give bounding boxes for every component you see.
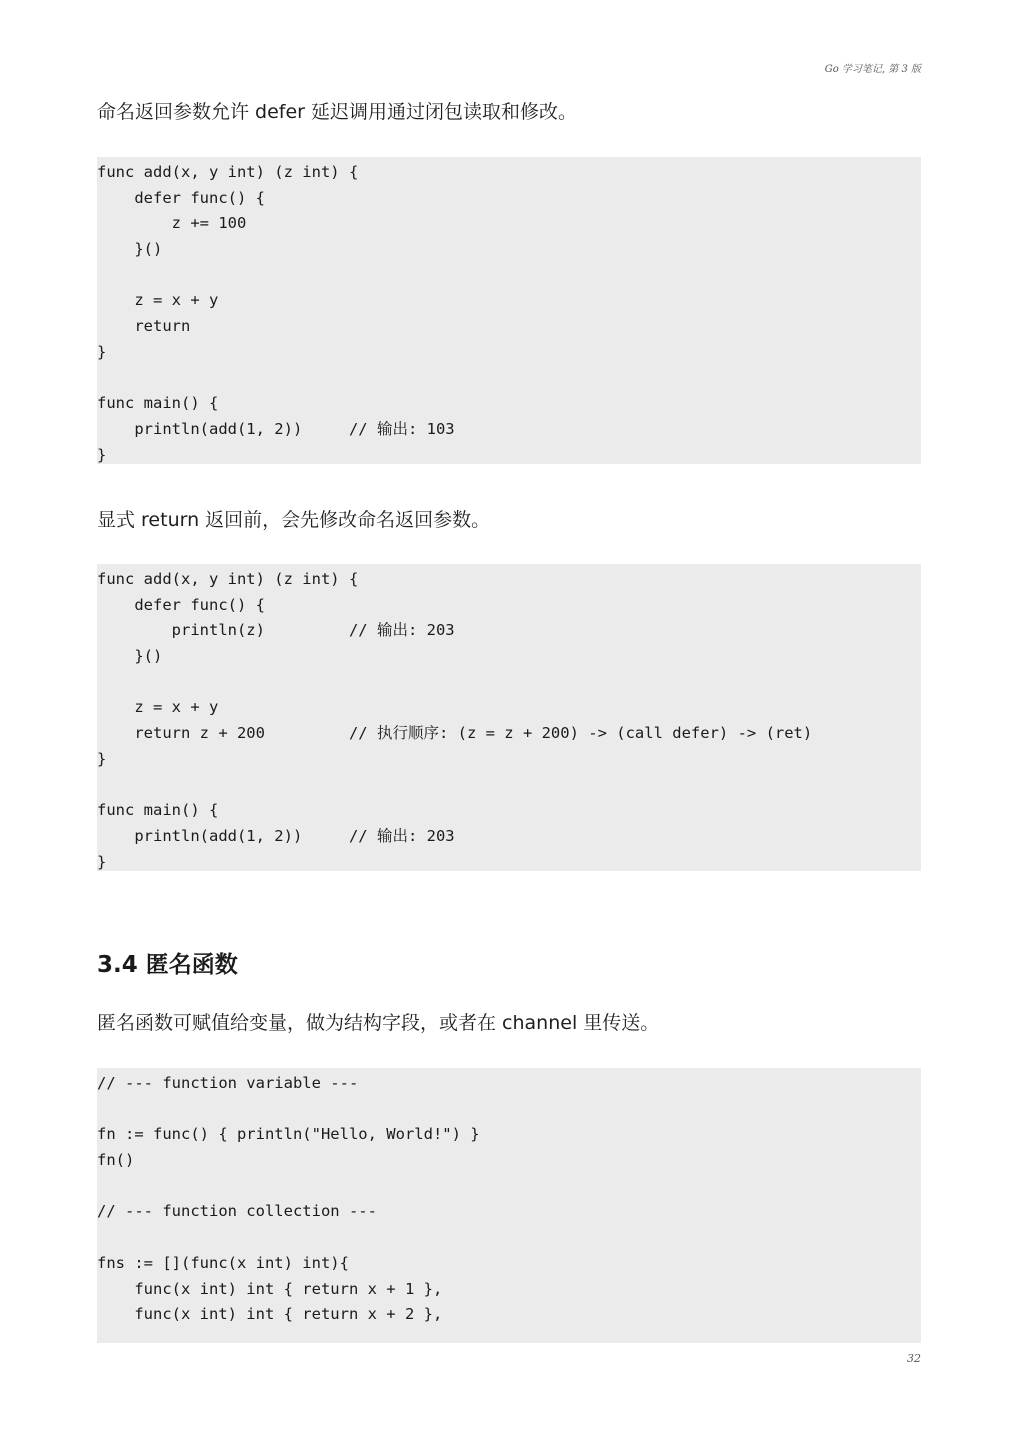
code-block-defer-modify — [97, 157, 921, 464]
code-line — [97, 773, 921, 799]
code-line: fns := [](func(x int) int){ — [97, 1253, 349, 1272]
code-line: defer func() { — [97, 188, 265, 207]
code-block-anonymous-functions — [97, 1068, 921, 1343]
code-line: fn := func() { println("Hello, World!") } — [97, 1125, 480, 1144]
code-line: }() — [97, 647, 163, 666]
code-line: } — [97, 445, 107, 464]
code-line: z = x + y — [97, 698, 219, 717]
code-line: // --- function variable --- — [97, 1074, 359, 1092]
code-line — [97, 366, 921, 392]
code-line — [97, 1225, 921, 1251]
code-line: println(z) // 输出: 203 — [97, 621, 455, 640]
code-line: func add(x, y int) (z int) { — [97, 570, 359, 588]
code-line: z = x + y — [97, 291, 219, 310]
code-line: func main() { — [97, 394, 219, 413]
code-line: println(add(1, 2)) // 输出: 103 — [97, 419, 455, 438]
code-line: } — [97, 342, 107, 361]
code-line: z += 100 — [97, 214, 247, 233]
code-line: println(add(1, 2)) // 输出: 203 — [97, 826, 455, 845]
code-line: func(x int) int { return x + 2 }, — [97, 1305, 443, 1324]
code-line: } — [97, 749, 107, 768]
section-heading: 3.4 匿名函数 — [97, 952, 238, 978]
code-line: defer func() { — [97, 595, 265, 614]
code-line — [97, 1174, 921, 1200]
code-line: func add(x, y int) (z int) { — [97, 163, 359, 181]
paragraph-anonymous-functions: 匿名函数可赋值给变量，做为结构字段，或者在 channel 里传送。 — [97, 1012, 660, 1034]
running-header: Go 学习笔记, 第 3 版 — [824, 64, 921, 75]
code-block-explicit-return — [97, 564, 921, 871]
paragraph-explicit-return: 显式 return 返回前，会先修改命名返回参数。 — [97, 509, 491, 531]
code-line — [97, 1097, 921, 1123]
paragraph-defer-closure: 命名返回参数允许 defer 延迟调用通过闭包读取和修改。 — [97, 101, 578, 123]
page-number: 32 — [907, 1352, 921, 1365]
code-line: func(x int) int { return x + 1 }, — [97, 1279, 443, 1298]
code-line: return z + 200 // 执行顺序: (z = z + 200) -> (call defer) -> (ret) — [97, 724, 813, 743]
code-line: return — [97, 317, 191, 336]
code-line: func main() { — [97, 801, 219, 820]
code-line: }() — [97, 240, 163, 259]
code-line: } — [97, 852, 107, 871]
code-line: // --- function collection --- — [97, 1202, 377, 1221]
code-line — [97, 263, 921, 289]
code-line — [97, 670, 921, 696]
code-line: fn() — [97, 1151, 135, 1170]
